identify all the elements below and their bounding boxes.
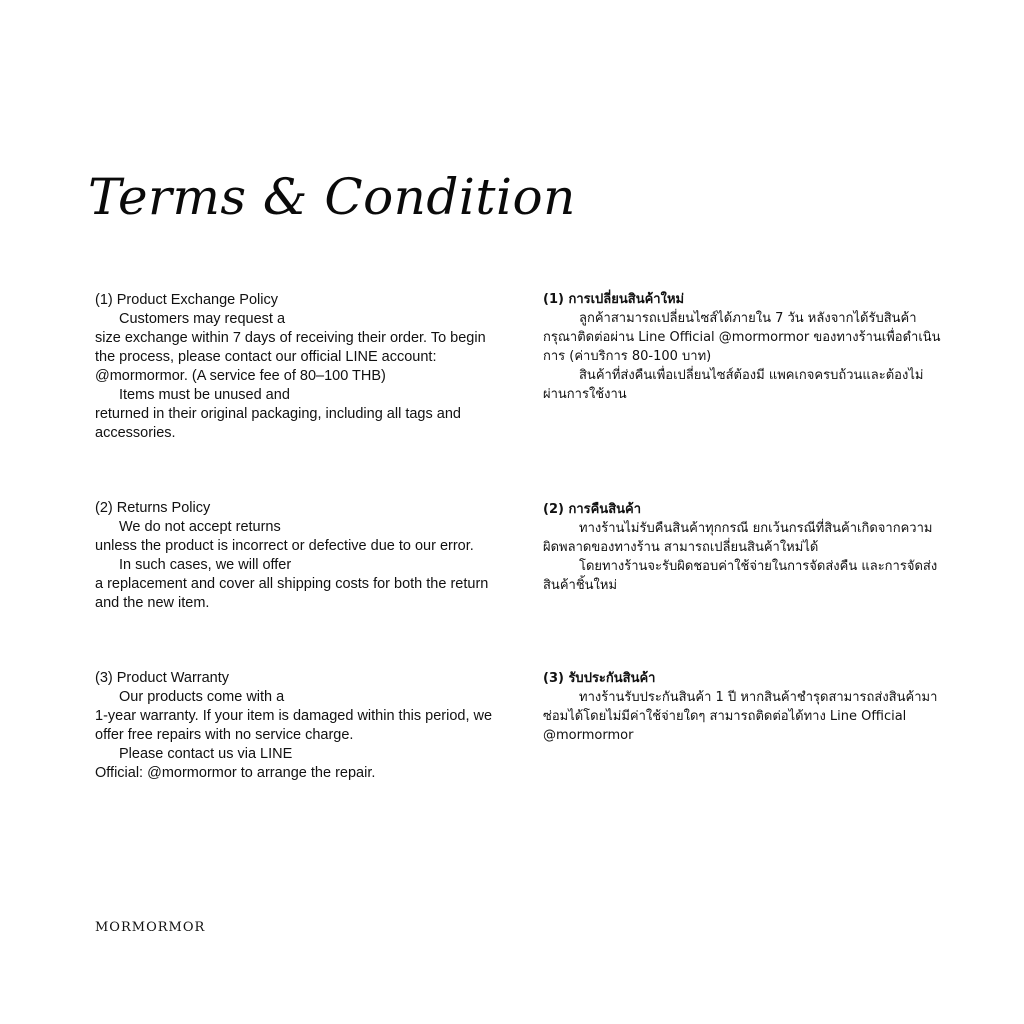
exchange-heading-th: (1) การเปลี่ยนสินค้าใหม่ bbox=[543, 292, 685, 307]
exchange-p1-th-text: ลูกค้าสามารถเปลี่ยนไซส์ได้ภายใน 7 วัน หลังจากได้รับสินค้ากรุณาติดต่อผ่าน Line Official @mormormor ของทางร้านเพื่อดำเนินการ (ค่าบริการ 80-100 บาท) bbox=[543, 311, 941, 364]
warranty-p2-first-en: Please contact us via LINE bbox=[119, 746, 293, 762]
warranty-policy-en bbox=[95, 669, 495, 783]
returns-p2-rest-en: a replacement and cover all shipping costs for both the return and the new item. bbox=[95, 576, 489, 611]
exchange-heading-en: (1) Product Exchange Policy bbox=[95, 292, 278, 308]
warranty-heading-th: (3) รับประกันสินค้า bbox=[543, 671, 656, 686]
exchange-policy-en bbox=[95, 291, 495, 443]
warranty-p1-th-text: ทางร้านรับประกันสินค้า 1 ปี หากสินค้าชำรุดสามารถส่งสินค้ามาซ่อมได้โดยไม่มีค่าใช้จ่ายใดๆ สามารถติดต่อได้ทาง Line Official @mormormor bbox=[543, 690, 938, 743]
exchange-p2-th bbox=[543, 366, 943, 404]
returns-policy-en bbox=[95, 499, 495, 613]
page-title: Terms & Condition bbox=[88, 168, 576, 226]
returns-p1-rest-en: unless the product is incorrect or defective due to our error. bbox=[95, 538, 474, 554]
warranty-heading-en: (3) Product Warranty bbox=[95, 670, 230, 686]
returns-p1-th-text: ทางร้านไม่รับคืนสินค้าทุกกรณี ยกเว้นกรณีที่สินค้าเกิดจากความผิดพลาดของทางร้าน สามารถเปลี่ยนสินค้าใหม่ได้ bbox=[543, 521, 933, 555]
exchange-p2-first-en: Items must be unused and bbox=[119, 387, 290, 403]
returns-p1-th bbox=[543, 519, 943, 557]
warranty-p1-rest-en: 1-year warranty. If your item is damaged within this period, we offer free repairs with no service charge. bbox=[95, 708, 493, 743]
exchange-p2-rest-en: returned in their original packaging, including all tags and accessories. bbox=[95, 406, 461, 441]
warranty-p2-rest-en: Official: @mormormor to arrange the repair. bbox=[95, 765, 376, 781]
returns-p2-first-en: In such cases, we will offer bbox=[119, 557, 292, 573]
returns-p2-th bbox=[543, 557, 943, 595]
exchange-p2-th-text: สินค้าที่ส่งคืนเพื่อเปลี่ยนไซส์ต้องมี แพคเกจครบถ้วนและต้องไม่ผ่านการใช้งาน bbox=[543, 368, 924, 402]
returns-p1-first-en: We do not accept returns bbox=[119, 519, 281, 535]
warranty-p1-first-en: Our products come with a bbox=[119, 689, 285, 705]
exchange-p1-first-en: Customers may request a bbox=[119, 311, 286, 327]
exchange-policy-th bbox=[543, 290, 943, 404]
exchange-p1-th bbox=[543, 309, 943, 366]
returns-policy-th bbox=[543, 500, 943, 595]
returns-heading-en: (2) Returns Policy bbox=[95, 500, 211, 516]
brand-logo: mormormor bbox=[95, 914, 206, 936]
returns-heading-th: (2) การคืนสินค้า bbox=[543, 502, 642, 517]
warranty-policy-th bbox=[543, 669, 943, 745]
returns-p2-th-text: โดยทางร้านจะรับผิดชอบค่าใช้จ่ายในการจัดส่งคืน และการจัดส่งสินค้าชิ้นใหม่ bbox=[543, 559, 938, 593]
exchange-p1-rest-en: size exchange within 7 days of receiving their order. To begin the process, please contact our official LINE account: @mormormor. (A service fee of 80–100 THB) bbox=[95, 330, 486, 384]
warranty-p1-th bbox=[543, 688, 943, 745]
